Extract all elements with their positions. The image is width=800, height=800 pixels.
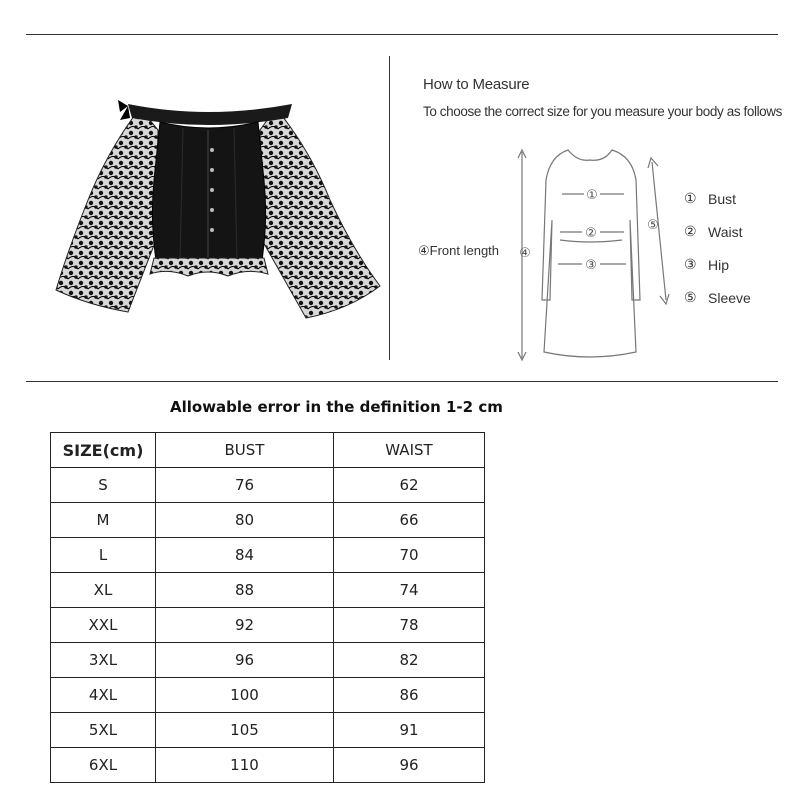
waist-cell: 66: [334, 503, 485, 538]
waist-cell: 91: [334, 713, 485, 748]
table-row: [51, 748, 485, 783]
header-waist: WAIST: [334, 433, 485, 468]
waist-cell: 62: [334, 468, 485, 503]
bust-cell: 80: [156, 503, 334, 538]
table-header-row: [51, 433, 485, 468]
corset-product-image: [48, 90, 388, 335]
table-row: [51, 538, 485, 573]
bust-cell: 96: [156, 643, 334, 678]
waist-cell: 96: [334, 748, 485, 783]
size-cell: 5XL: [51, 713, 156, 748]
middle-divider: [26, 381, 778, 382]
allowable-error-note: Allowable error in the definition 1-2 cm: [170, 398, 503, 416]
size-cell: M: [51, 503, 156, 538]
legend-number: ⑤: [684, 289, 697, 305]
sleeve-marker: ⑤: [647, 218, 659, 233]
bust-cell: 110: [156, 748, 334, 783]
legend-item: [684, 248, 751, 281]
how-to-measure-title: How to Measure: [423, 76, 530, 93]
bust-cell: 105: [156, 713, 334, 748]
legend-label: Sleeve: [708, 289, 751, 306]
front-length-label: ④Front length: [418, 243, 500, 258]
waist-cell: 70: [334, 538, 485, 573]
bust-cell: 92: [156, 608, 334, 643]
legend-label: Hip: [708, 256, 730, 273]
header-bust: BUST: [156, 433, 334, 468]
top-divider: [26, 34, 778, 35]
vertical-divider: [389, 56, 390, 360]
waist-cell: 86: [334, 678, 485, 713]
size-cell: L: [51, 538, 156, 573]
legend-number: ①: [684, 190, 697, 206]
legend-number: ②: [684, 223, 697, 239]
header-size: SIZE(cm): [51, 433, 156, 468]
measure-legend: [684, 182, 751, 314]
legend-label: Waist: [708, 223, 743, 240]
legend-item: [684, 182, 751, 215]
table-row: [51, 643, 485, 678]
size-cell: 3XL: [51, 643, 156, 678]
table-row: [51, 713, 485, 748]
size-cell: XXL: [51, 608, 156, 643]
size-cell: S: [51, 468, 156, 503]
size-cell: 4XL: [51, 678, 156, 713]
size-chart-table: [50, 432, 485, 783]
size-cell: 6XL: [51, 748, 156, 783]
waist-cell: 74: [334, 573, 485, 608]
waist-marker: ②: [585, 226, 597, 241]
legend-item: [684, 281, 751, 314]
hip-marker: ③: [585, 258, 597, 273]
waist-cell: 78: [334, 608, 485, 643]
bust-cell: 84: [156, 538, 334, 573]
legend-label: Bust: [708, 190, 737, 207]
table-row: [51, 503, 485, 538]
table-row: [51, 573, 485, 608]
bust-marker: ①: [586, 188, 598, 203]
bust-cell: 100: [156, 678, 334, 713]
legend-number: ③: [684, 256, 697, 272]
legend-item: [684, 215, 751, 248]
table-row: [51, 678, 485, 713]
table-row: [51, 608, 485, 643]
size-cell: XL: [51, 573, 156, 608]
bust-cell: 76: [156, 468, 334, 503]
bust-cell: 88: [156, 573, 334, 608]
front-length-marker: ④: [519, 246, 531, 261]
how-to-measure-subtitle: To choose the correct size for you measure your body as follows: [423, 104, 782, 119]
waist-cell: 82: [334, 643, 485, 678]
table-row: [51, 468, 485, 503]
